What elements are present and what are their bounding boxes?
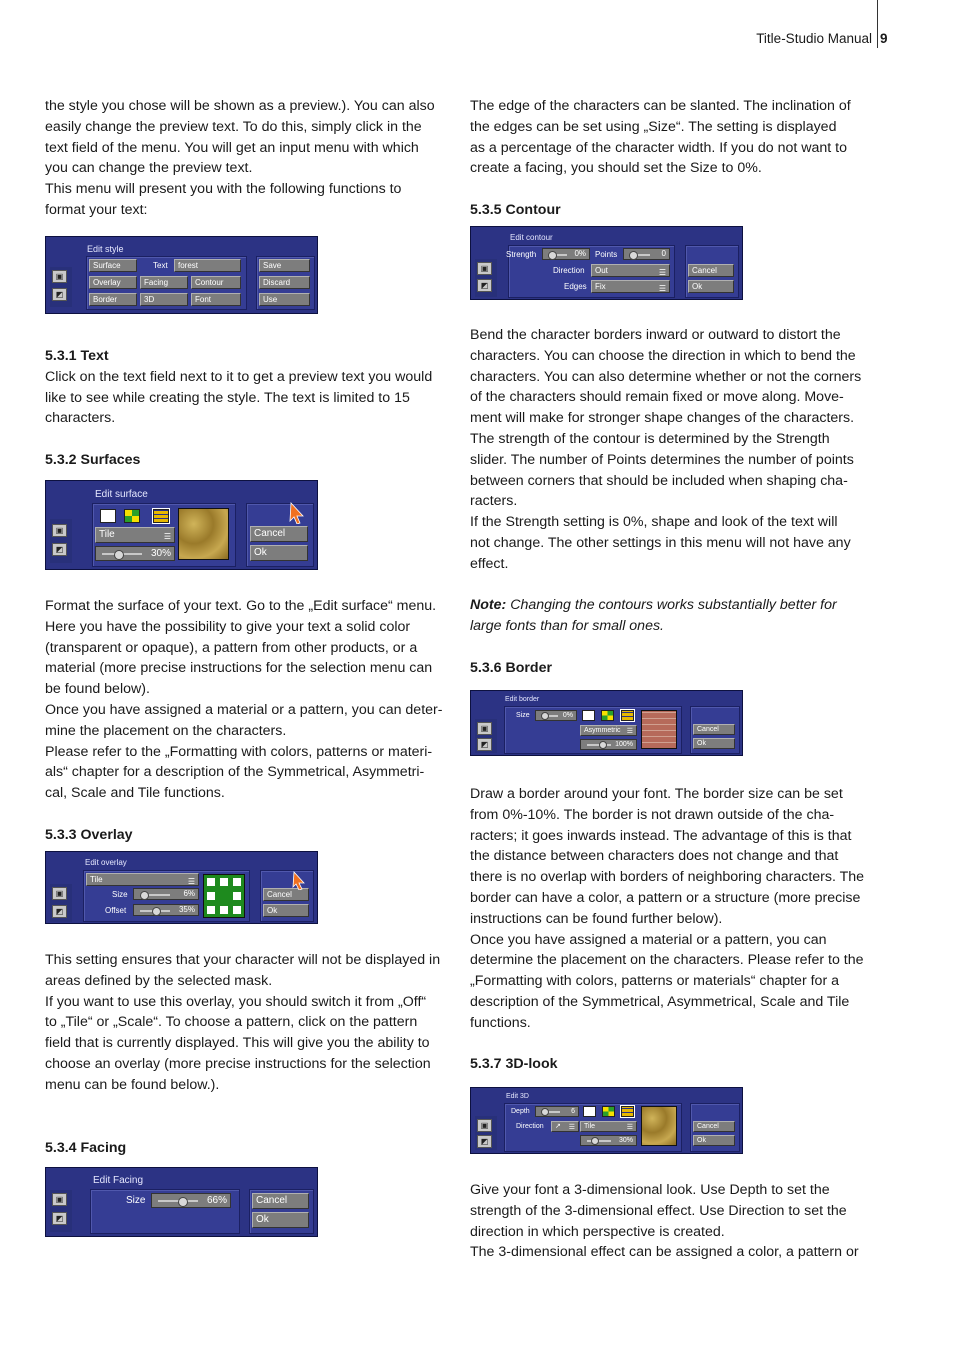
note-text: Changing the contours works substantially better for [506, 597, 837, 614]
edges-label: Edges [564, 282, 587, 291]
page-number: 9 [880, 31, 888, 46]
slider-value: 0% [562, 712, 573, 719]
section-heading: 5.3.6 Border [470, 659, 553, 676]
strength-label: Strength [506, 250, 537, 259]
text-line: ment will make for stronger shape changes of the characters. [470, 410, 855, 427]
text-line: create a facing, you should set the Size to 0%. [470, 160, 762, 177]
pattern-swatch[interactable] [124, 509, 140, 523]
arrow-icon-button[interactable]: ◩ [477, 1135, 492, 1148]
section-text [470, 325, 890, 679]
cancel-button[interactable]: Cancel [263, 888, 309, 901]
direction-arrow-icon: ↗ [555, 1123, 561, 1130]
note-text: large fonts than for small ones. [470, 618, 664, 635]
slider-value: 6% [183, 889, 195, 898]
text-line: racters; it goes inwards instead. The advantage of this is that [470, 827, 852, 844]
slider-value: 0% [574, 249, 586, 258]
page-icon-button[interactable]: ▣ [52, 524, 67, 537]
section-text [470, 784, 890, 1075]
border-button[interactable]: Border [89, 293, 137, 306]
overlay-button[interactable]: Overlay [89, 276, 137, 289]
text-line: characters. You can also determine whether or not the corners [470, 368, 862, 385]
offset-slider[interactable] [133, 904, 199, 916]
text-line: the style you chose will be shown as a preview.). You can also [45, 98, 435, 114]
texture-preview[interactable] [178, 508, 229, 560]
slider-knob[interactable] [140, 891, 149, 900]
text-line: description of the Symmetrical, Asymmetrical, Scale and Tile [470, 993, 850, 1010]
text-line: Please refer to the „Formatting with colors, patterns or materi- [45, 743, 433, 760]
use-button[interactable]: Use [259, 293, 310, 306]
text-line: Here you have the possibility to give your text a solid color [45, 618, 411, 635]
size-label: Size [126, 1195, 146, 1206]
cancel-button[interactable]: Cancel [693, 1121, 735, 1132]
strength-slider[interactable] [542, 248, 590, 260]
slider-value: 30% [150, 548, 171, 559]
text-label: Text [153, 261, 168, 270]
section-text [45, 950, 455, 1096]
mode-label: Tile [90, 875, 103, 884]
slider-value: 6 [571, 1108, 575, 1115]
text-line: of the characters should remain fixed or move along. Move- [470, 389, 844, 406]
pattern-swatch[interactable] [602, 1106, 615, 1117]
solid-color-swatch[interactable] [100, 509, 116, 523]
edit-facing-panel [45, 1167, 318, 1237]
texture-preview[interactable] [641, 710, 677, 749]
solid-color-swatch[interactable] [582, 710, 595, 721]
text-line: you can change the preview text. [45, 160, 253, 177]
header-divider [877, 0, 878, 48]
text-line: not change. The other settings in this menu will not have any [470, 534, 851, 551]
slider-knob[interactable] [591, 1137, 599, 1145]
menu-icon: ☰ [568, 1124, 575, 1131]
ok-button[interactable]: Ok [688, 280, 734, 293]
arrow-icon-button[interactable]: ◩ [477, 738, 492, 751]
panel-title: Edit surface [95, 489, 148, 500]
text-line: from 0%-10%. The border is not drawn outside of the cha- [470, 806, 835, 823]
page-icon-button[interactable]: ▣ [52, 887, 67, 900]
text-line: The strength of the contour is determined by the Strength [470, 430, 830, 447]
slider-value: 35% [178, 905, 195, 914]
section-heading: 5.3.2 Surfaces [45, 451, 141, 468]
panel-title: Edit style [87, 244, 124, 254]
slider-knob[interactable] [152, 907, 161, 916]
panel-title: Edit border [505, 696, 540, 703]
mask-pattern-preview[interactable] [203, 874, 245, 918]
slider-value: 100% [615, 741, 633, 748]
edit-3d-panel [470, 1087, 743, 1154]
text-line: functions. [470, 1014, 531, 1031]
text-line: be found below). [45, 681, 150, 698]
text-line: characters. [45, 410, 116, 427]
text-line: slider. The number of Points determines the number of points [470, 451, 854, 468]
text-input[interactable]: forest [174, 259, 241, 272]
text-line: areas defined by the selected mask. [45, 972, 273, 989]
ok-button[interactable]: Ok [263, 904, 309, 917]
nav-column [475, 1116, 497, 1150]
nav-column [50, 519, 72, 563]
text-line: Format the surface of your text. Go to the „Edit surface“ menu. [45, 598, 437, 614]
edit-contour-panel [470, 226, 743, 300]
text-line: field that is currently displayed. This will give you the ability to [45, 1035, 430, 1052]
text-line: If the Strength setting is 0%, shape and look of the text will [470, 514, 838, 531]
arrow-icon-button[interactable]: ◩ [52, 543, 67, 556]
text-line: als“ chapter for a description of the Symmetrical, Asymmetri- [45, 764, 425, 781]
text-line: there is no overlap with borders of neighboring characters. The [470, 869, 865, 886]
slider-value: 0 [661, 249, 666, 258]
ok-button[interactable]: Ok [693, 738, 735, 749]
panel-title: Edit Facing [93, 1175, 144, 1186]
text-line: „Formatting with colors, patterns or materials“ chapter for a [470, 973, 840, 990]
text-line: Bend the character borders inward or outward to distort the [470, 327, 841, 343]
menu-icon: ☰ [658, 284, 666, 293]
mode-label: Asymmetric [584, 727, 621, 734]
page-icon-button[interactable]: ▣ [477, 722, 492, 735]
text-line: cal, Scale and Tile functions. [45, 785, 225, 802]
text-line: Once you have assigned a material or a pattern, you can deter- [45, 701, 443, 718]
text-line: characters. You can choose the direction in which to bend the [470, 347, 856, 364]
section-text [470, 1180, 890, 1263]
text-line: direction in which perspective is created. [470, 1223, 725, 1240]
nav-column [50, 884, 72, 922]
mouse-pointer-icon [289, 502, 305, 524]
edit-style-panel [45, 236, 318, 314]
page-icon-button[interactable]: ▣ [52, 1193, 67, 1206]
cancel-button[interactable]: Cancel [693, 724, 735, 735]
text-line: material (more precise instructions for the selection menu can [45, 660, 433, 677]
slider-knob[interactable] [178, 1197, 188, 1207]
nav-column [475, 259, 497, 297]
arrow-icon-button[interactable]: ◩ [52, 905, 67, 918]
arrow-icon-button[interactable]: ◩ [477, 279, 492, 292]
ok-button[interactable]: Ok [250, 545, 308, 561]
material-swatch[interactable] [621, 1106, 634, 1117]
menu-icon: ☰ [163, 532, 171, 541]
placement-mode-select[interactable] [580, 1121, 637, 1132]
slider-knob[interactable] [114, 550, 124, 560]
nav-column [475, 719, 497, 753]
surface-button[interactable]: Surface [89, 259, 137, 272]
edges-value: Fix [595, 282, 606, 291]
text-line: menu can be found below.). [45, 1076, 220, 1093]
material-swatch[interactable] [621, 710, 634, 721]
section-heading: 5.3.7 3D-look [470, 1056, 558, 1073]
direction-select[interactable] [591, 264, 670, 277]
scale-slider[interactable] [95, 546, 175, 561]
text-line: racters. [470, 493, 518, 510]
slider-value: 66% [206, 1195, 227, 1206]
text-line: Click on the text field next to it to get a preview text you would [45, 368, 433, 385]
placement-mode-select[interactable] [580, 725, 637, 736]
text-line: as a percentage of the character width. If you do not want to [470, 139, 847, 156]
discard-button[interactable]: Discard [259, 276, 310, 289]
text-line: This menu will present you with the following functions to [45, 181, 402, 198]
direction-label: Direction [553, 266, 585, 275]
cancel-button[interactable]: Cancel [250, 526, 308, 542]
panel-title: Edit contour [510, 233, 553, 242]
text-line: easily change the preview text. To do this, simply click in the [45, 118, 422, 135]
edges-select[interactable] [591, 280, 670, 293]
threed-button[interactable]: 3D [140, 293, 188, 306]
left-intro [45, 96, 455, 221]
size-label: Size [112, 890, 128, 899]
menu-icon: ☰ [658, 268, 666, 277]
text-line: effect. [470, 555, 509, 572]
slider-knob[interactable] [548, 251, 557, 260]
text-line: border can have a color, a pattern or a structure (more precise [470, 889, 861, 906]
ok-button[interactable]: Ok [693, 1135, 735, 1146]
right-intro [470, 96, 890, 221]
section-heading: 5.3.4 Facing [45, 1140, 127, 1156]
section-text [45, 1138, 455, 1159]
panel-title: Edit 3D [506, 1093, 529, 1100]
cancel-button[interactable]: Cancel [688, 264, 734, 277]
note-line [470, 616, 890, 637]
text-line: determine the placement on the characters. Please refer to the [470, 952, 864, 969]
menu-icon: ☰ [187, 877, 195, 886]
slider-knob[interactable] [541, 1108, 549, 1116]
arrow-icon-button[interactable]: ◩ [52, 1212, 67, 1225]
cancel-button[interactable]: Cancel [252, 1193, 309, 1209]
size-slider[interactable] [151, 1193, 231, 1208]
direction-select[interactable] [551, 1121, 579, 1132]
mouse-pointer-icon [292, 871, 306, 890]
slider-value: 30% [618, 1137, 633, 1144]
text-line: The 3-dimensional effect can be assigned a color, a pattern or [470, 1244, 859, 1261]
material-swatch[interactable] [153, 509, 169, 523]
depth-slider[interactable] [535, 1106, 579, 1117]
text-line: the edges can be set using „Size“. The setting is displayed [470, 118, 837, 135]
scale-slider[interactable] [580, 1135, 637, 1146]
text-line: to „Tile“ or „Scale“. To choose a pattern, click on the pattern [45, 1014, 418, 1031]
scale-slider[interactable] [580, 739, 637, 750]
text-line: text field of the menu. You will get an input menu with which [45, 139, 419, 156]
section-text [45, 596, 455, 846]
edit-overlay-panel [45, 851, 318, 924]
text-line: Once you have assigned a material or a pattern, you can [470, 931, 827, 948]
text-line: instructions can be found further below). [470, 910, 723, 927]
mode-label: Tile [99, 529, 115, 540]
text-line: choose an overlay (more precise instructions for the selection [45, 1055, 431, 1072]
section-text [45, 346, 455, 471]
note-label: Note: [470, 597, 507, 614]
text-line: strength of the 3-dimensional effect. Use Direction to set the [470, 1202, 847, 1219]
text-line: like to see while creating the style. The text is limited to 15 [45, 389, 410, 406]
section-heading: 5.3.5 Contour [470, 201, 561, 218]
menu-icon: ☰ [626, 728, 633, 735]
text-line: Give your font a 3-dimensional look. Use Depth to set the [470, 1182, 830, 1198]
text-line: If you want to use this overlay, you should switch it from „Off“ [45, 993, 427, 1010]
panel-title: Edit overlay [85, 858, 127, 867]
font-button[interactable]: Font [191, 293, 241, 306]
points-slider[interactable] [623, 248, 670, 260]
texture-preview[interactable] [641, 1106, 677, 1146]
mode-label: Tile [584, 1123, 596, 1130]
depth-label: Depth [511, 1108, 530, 1115]
nav-column [50, 1190, 72, 1232]
text-line: The edge of the characters can be slanted. The inclination of [470, 98, 851, 114]
page-icon-button[interactable]: ▣ [477, 1119, 492, 1132]
text-line: the distance between characters does not change and that [470, 848, 839, 865]
menu-icon: ☰ [626, 1124, 633, 1131]
save-button[interactable]: Save [259, 259, 310, 272]
slider-knob[interactable] [629, 251, 638, 260]
offset-label: Offset [105, 906, 127, 915]
solid-color-swatch[interactable] [583, 1106, 596, 1117]
direction-value: Out [595, 266, 608, 275]
nav-column [50, 267, 72, 307]
arrow-icon-button[interactable]: ◩ [52, 288, 67, 301]
points-label: Points [595, 250, 618, 259]
size-slider[interactable] [133, 888, 199, 900]
facing-button[interactable]: Facing [140, 276, 188, 289]
edit-border-panel [470, 690, 743, 756]
section-heading: 5.3.3 Overlay [45, 826, 133, 843]
text-line: format your text: [45, 201, 148, 218]
text-line: This setting ensures that your character will not be displayed in [45, 952, 441, 968]
text-line: mine the placement on the characters. [45, 722, 287, 739]
text-line: Draw a border around your font. The border size can be set [470, 786, 843, 802]
page-icon-button[interactable]: ▣ [477, 262, 492, 275]
slider-knob[interactable] [599, 741, 607, 749]
text-line: (transparent or opaque), a pattern from other products, or a [45, 639, 418, 656]
slider-knob[interactable] [541, 712, 549, 720]
direction-label: Direction [516, 1123, 544, 1130]
size-slider[interactable] [535, 710, 577, 721]
section-heading: 5.3.1 Text [45, 348, 109, 364]
size-label: Size [516, 712, 530, 719]
edit-surface-panel [45, 480, 318, 570]
overlay-mode-select[interactable] [86, 873, 199, 886]
page-icon-button[interactable]: ▣ [52, 270, 67, 283]
text-line: between corners that should be included when shaping cha- [470, 472, 848, 489]
ok-button[interactable]: Ok [252, 1212, 309, 1228]
placement-mode-select[interactable] [95, 527, 175, 543]
running-header: Title-Studio Manual [756, 31, 872, 46]
contour-button[interactable]: Contour [191, 276, 241, 289]
pattern-swatch[interactable] [601, 710, 614, 721]
note-line [470, 595, 890, 616]
